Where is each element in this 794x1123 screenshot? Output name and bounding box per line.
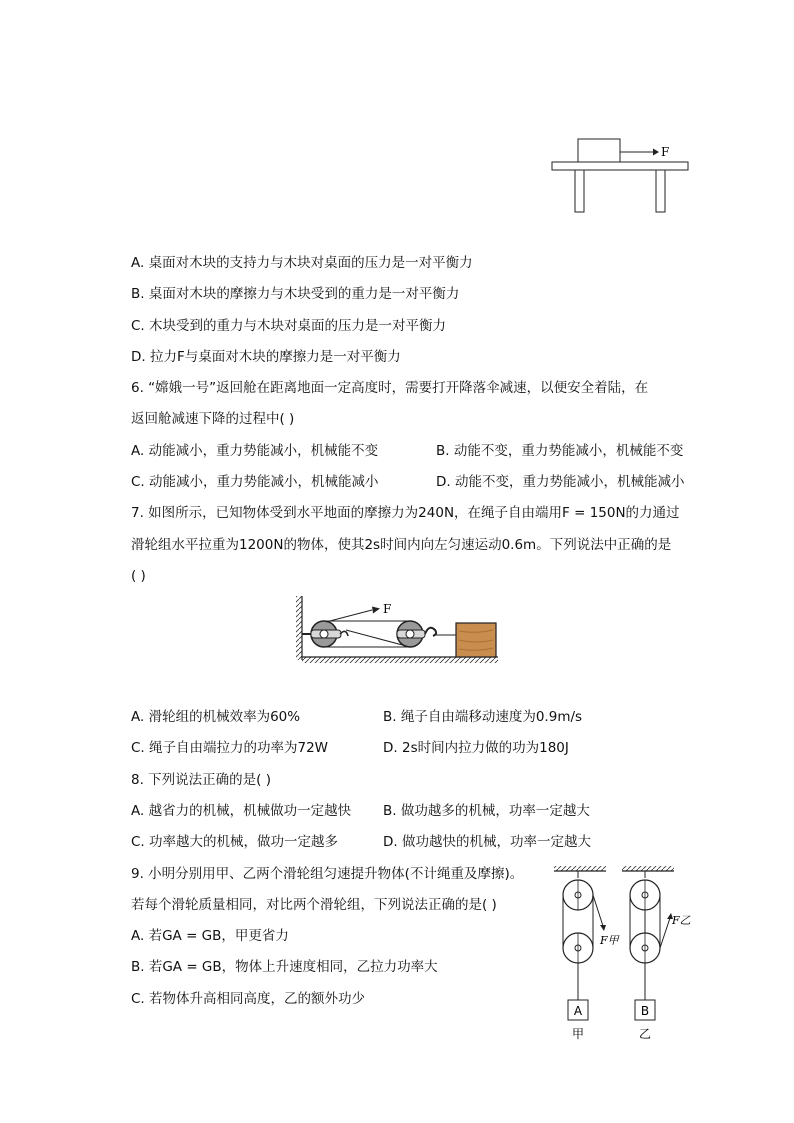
- q9-option-b[interactable]: B. 若GA = GB，物体上升速度相同，乙拉力功率大: [131, 959, 438, 975]
- q5-option-b[interactable]: B. 桌面对木块的摩擦力与木块受到的重力是一对平衡力: [131, 286, 460, 302]
- q7-option-d[interactable]: D. 2s时间内拉力做的功为180J: [383, 740, 569, 756]
- q7-option-b[interactable]: B. 绳子自由端移动速度为0.9m/s: [383, 709, 583, 725]
- label-yi: 乙: [638, 1027, 652, 1041]
- q7-option-c[interactable]: C. 绳子自由端拉力的功率为72W: [131, 740, 329, 756]
- wooden-block: [456, 623, 496, 657]
- q6-stem-line2: 返回舱减速下降的过程中( ): [131, 411, 295, 427]
- q7-option-a[interactable]: A. 滑轮组的机械效率为60%: [131, 709, 301, 725]
- q5-option-a[interactable]: A. 桌面对木块的支持力与木块对桌面的压力是一对平衡力: [131, 255, 473, 271]
- q6-option-c[interactable]: C. 动能减小，重力势能减小，机械能减小: [131, 474, 379, 490]
- q8-stem: 8. 下列说法正确的是( ): [131, 772, 271, 788]
- label-jia: 甲: [571, 1027, 585, 1041]
- ground: [302, 657, 498, 663]
- q9-option-c[interactable]: C. 若物体升高相同高度，乙的额外功少: [131, 991, 366, 1007]
- force-label: F: [661, 145, 670, 159]
- q9-option-a[interactable]: A. 若GA = GB，甲更省力: [131, 928, 289, 944]
- q9-stem-line2: 若每个滑轮质量相同，对比两个滑轮组，下列说法正确的是( ): [131, 897, 497, 913]
- q7-stem-line1: 7. 如图所示，已知物体受到水平地面的摩擦力为240N，在绳子自由端用F = 150N的力通过: [131, 505, 680, 521]
- table-block-figure: [545, 133, 695, 217]
- q7-stem-line2: 滑轮组水平拉重为1200N的物体，使其2s时间内向左匀速运动0.6m。下列说法中正确的是: [131, 537, 672, 553]
- force-jia-label: F甲: [600, 934, 619, 947]
- q8-option-b[interactable]: B. 做功越多的机械，功率一定越大: [383, 803, 590, 819]
- table-leg-left: [575, 170, 584, 212]
- force-arrow-icon: [653, 149, 659, 156]
- force-arrow-icon: [372, 607, 380, 614]
- q6-option-a[interactable]: A. 动能减小，重力势能减小，机械能不变: [131, 443, 379, 459]
- q9-stem-line1: 9. 小明分别用甲、乙两个滑轮组匀速提升物体(不计绳重及摩擦)。: [131, 866, 524, 882]
- q8-option-c[interactable]: C. 功率越大的机械，做功一定越多: [131, 834, 339, 850]
- force-yi-label: F乙: [672, 914, 691, 927]
- wooden-block: [578, 139, 620, 162]
- q5-option-c[interactable]: C. 木块受到的重力与木块对桌面的压力是一对平衡力: [131, 318, 447, 334]
- q6-stem-line1: 6. “嫦娥一号”返回舱在距离地面一定高度时，需要打开降落伞减速，以便安全着陆，在: [131, 380, 649, 396]
- wall: [296, 596, 302, 660]
- table-top: [552, 162, 688, 170]
- q6-option-d[interactable]: D. 动能不变，重力势能减小，机械能减小: [436, 474, 685, 490]
- q6-option-b[interactable]: B. 动能不变，重力势能减小，机械能不变: [436, 443, 684, 459]
- horizontal-pulley-figure: [294, 594, 500, 668]
- force-label: F: [383, 602, 392, 616]
- table-leg-right: [656, 170, 665, 212]
- vertical-pulley-figure: [548, 864, 700, 1044]
- force-arrow-icon: [600, 925, 606, 931]
- q8-option-a[interactable]: A. 越省力的机械，机械做功一定越快: [131, 803, 352, 819]
- q7-stem-line3: ( ): [131, 568, 146, 584]
- q8-option-d[interactable]: D. 做功越快的机械，功率一定越大: [383, 834, 591, 850]
- block-a-label: A: [573, 1004, 583, 1018]
- block-b-label: B: [640, 1004, 650, 1018]
- q5-option-d[interactable]: D. 拉力F与桌面对木块的摩擦力是一对平衡力: [131, 349, 401, 365]
